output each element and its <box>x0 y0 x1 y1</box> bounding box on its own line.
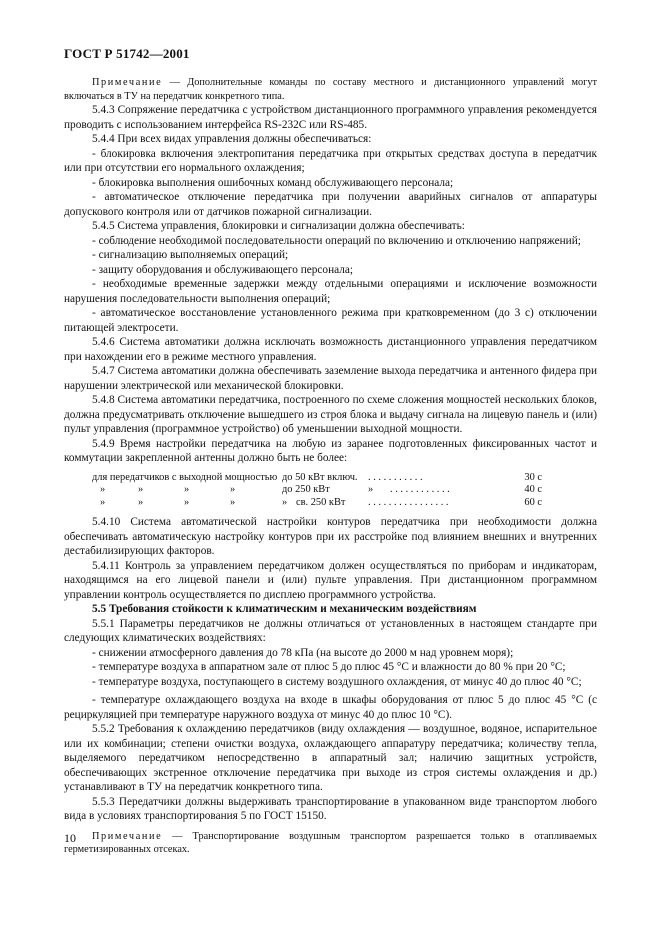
note-text: — Транспортирование воздушным транспортом разрешается только в отапливаемых герметизированных отсеках. <box>64 830 597 855</box>
note-additional-commands <box>64 76 597 103</box>
list-item: - снижении атмосферного давления до 78 кПа (на высоте до 2000 м над уровнем моря); <box>92 646 514 659</box>
table-cell: . . . . . . . . . . . <box>368 471 423 483</box>
paragraph-5-4-3: 5.4.3 Сопряжение передатчика с устройством дистанционного программного управления рекомендуется проводить с использованием интерфейса RS-232C или RS-485. <box>64 104 597 131</box>
table-cell <box>90 497 280 510</box>
paragraph-5-4-7: 5.4.7 Система автоматики должна обеспечивать заземление выхода передатчика и антенного фидера при нарушении электрической или механической блокировки. <box>64 365 597 392</box>
table-cell <box>90 484 280 497</box>
document-body <box>64 76 597 857</box>
paragraph-5-4-10: 5.4.10 Система автоматической настройки контуров передатчика при необходимости должна обеспечивать автоматическую настройку контуров при их расстройке под влиянием внешних и внутренних дестабилизирующих факторов. <box>64 516 597 557</box>
table-row <box>90 497 544 510</box>
table-cell: для передатчиков с выходной мощностью <box>92 471 278 483</box>
list-item: - автоматическое восстановление установленного режима при кратковременном (до 3 с) отключении питающей электросети. <box>64 307 597 334</box>
list-item: - температуре охлаждающего воздуха на входе в шкафы оборудования от плюс 5 до плюс 45 °С (с рециркуляцией при температуре наружного воздуха от минус 40 до плюс 10 °С). <box>64 694 597 721</box>
paragraph-5-5-3: 5.5.3 Передатчики должны выдерживать транспортирование в упакованном виде транспортом любого вида в условиях транспортирования 5 по ГОСТ 15150. <box>64 795 597 822</box>
table-cell: до 250 кВт <box>282 484 330 495</box>
list-item: - необходимые временные задержки между отдельными операциями и исключение возможности нарушения последовательности выполнения операций; <box>64 278 597 305</box>
list-item: - блокировка выполнения ошибочных команд обслуживающего персонала; <box>92 176 454 189</box>
dot-leader: . . . . . . . . . . . . <box>390 484 450 495</box>
section-heading-5-5: 5.5 Требования стойкости к климатическим и механическим воздействиям <box>92 603 477 615</box>
power-range: св. 250 кВт <box>296 496 346 508</box>
list-item: - защиту оборудования и обслуживающего персонала; <box>92 263 354 276</box>
list-item: - температуре воздуха в аппаратном зале от плюс 5 до плюс 45 °С и влажности до 80 % при 20 °С; <box>92 661 566 673</box>
ditto-mark: » <box>100 496 106 508</box>
paragraph-5-4-9: 5.4.9 Время настройки передатчика на любую из заранее подготовленных фиксированных частот и коммутации закрепленной антенны должно быть не более: <box>64 437 597 464</box>
tuning-time-table <box>90 472 544 510</box>
table-cell <box>280 497 366 510</box>
page-number: 10 <box>64 831 76 845</box>
list-item: - блокировка включения электропитания передатчика при открытых средствах доступа в передатчик или при отсутствии его нормального охлаждения; <box>64 147 597 174</box>
note-text: — Дополнительные команды по составу местного и дистанционного управлений могут включаться в ТУ на передатчик конкретного типа. <box>64 77 597 102</box>
paragraph-5-4-4-intro: 5.4.4 При всех видах управления должны обеспечиваться: <box>92 133 372 145</box>
ditto-mark: » <box>282 496 288 508</box>
ditto-mark: » <box>368 484 374 495</box>
ditto-mark: » <box>138 496 144 508</box>
paragraph-5-4-8: 5.4.8 Система автоматики передатчика, построенного по схеме сложения мощностей нескольких блоков, должна предусматривать отключение вышедшего из строя блока и выдачу сигнала на лицевую панель и (или) пульт управления (программное устройство) об уменьшении выходной мощности. <box>64 394 597 435</box>
table-cell: 30 с <box>524 471 542 483</box>
paragraph-5-4-6: 5.4.6 Система автоматики должна исключать возможность дистанционного управления передатчиком при нахождении его в режиме местного управления. <box>64 336 597 363</box>
note-label: Примечание <box>92 830 163 842</box>
document-header: ГОСТ Р 51742—2001 <box>64 46 190 61</box>
list-item: - сигнализацию выполняемых операций; <box>92 249 289 261</box>
paragraph-5-4-5-intro: 5.4.5 Система управления, блокировки и сигнализации должна обеспечивать: <box>92 220 465 232</box>
ditto-mark: » <box>184 496 190 508</box>
table-cell: до 50 кВт включ. <box>282 471 358 483</box>
paragraph-5-5-1-intro: 5.5.1 Параметры передатчиков не должны отличаться от установленных в настоящем стандарте при следующих климатических воздействиях: <box>64 617 597 644</box>
table-row <box>90 472 544 485</box>
list-item: - автоматическое отключение передатчика при получении аварийных сигналов от аппаратуры допускового контроля или от датчиков пожарной сигнализации. <box>64 191 597 218</box>
table-row <box>90 484 544 497</box>
paragraph-5-4-11: 5.4.11 Контроль за управлением передатчиком должен осуществляться по приборам и индикаторам, находящимся на его лицевой панели и (или) пульте управления. При дистанционном программном управлении контроль осуществляется по дисплею программного устройства. <box>64 559 597 601</box>
list-item: - температуре воздуха, поступающего в систему воздушного охлаждения, от минус 40 до плюс 40 °С; <box>92 675 582 688</box>
ditto-mark: » <box>184 484 190 495</box>
ditto-mark: » <box>100 484 106 495</box>
note-transport <box>64 830 597 857</box>
table-cell <box>366 484 500 497</box>
table-cell: 60 с <box>524 496 542 508</box>
table-cell: 40 с <box>524 484 542 495</box>
ditto-mark: » <box>230 496 236 508</box>
ditto-mark: » <box>230 484 236 495</box>
note-label: Примечание <box>92 77 163 88</box>
ditto-mark: » <box>138 484 144 495</box>
paragraph-5-5-2: 5.5.2 Требования к охлаждению передатчиков (виду охлаждения — воздушное, водяное, испарительное или их комбинации; степени очистки воздуха, охлаждающего аппаратуру передатчика; количеству тепла, выделяемого передатчиком непосредственно в аппаратный зал; наличию защитных устройств, обеспечивающих экстренное отключение передатчика при выходе из строя системы охлаждения и др.) устанавливают в ТУ на передатчик конкретного типа. <box>64 723 597 793</box>
table-cell: . . . . . . . . . . . . . . . . <box>368 496 449 508</box>
list-item: - соблюдение необходимой последовательности операций по включению и отключению напряжений; <box>92 234 581 247</box>
